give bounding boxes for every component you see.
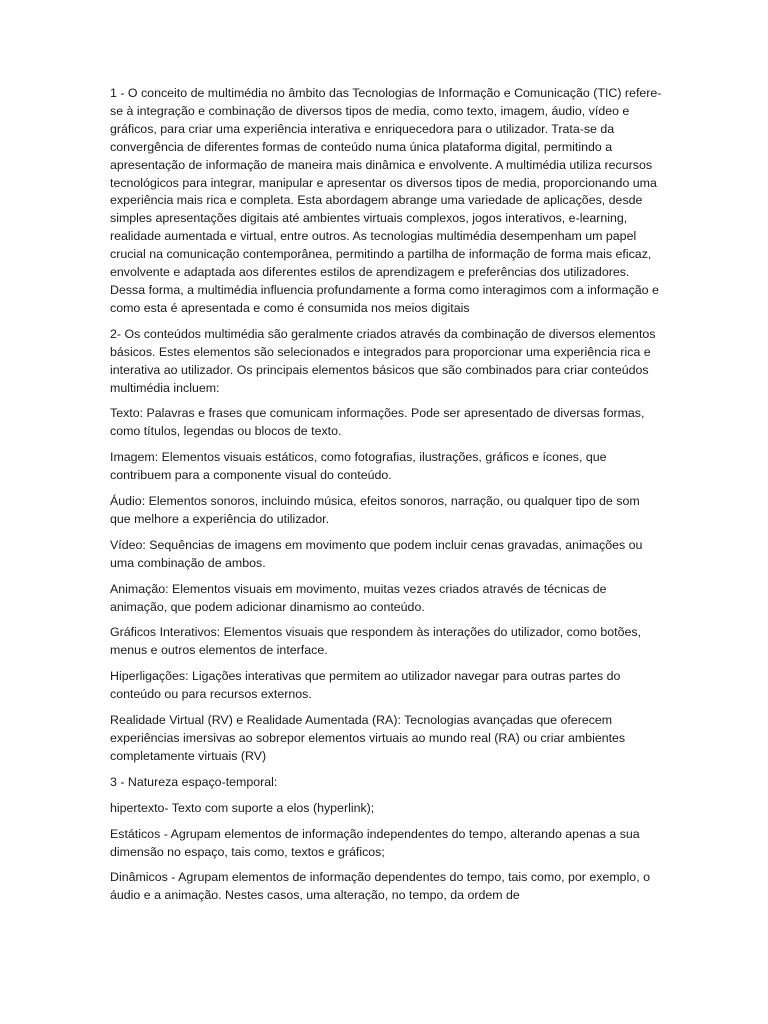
paragraph-spatiotemporal-heading: 3 - Natureza espaço-temporal:	[110, 774, 278, 789]
paragraph-vr-ar: Realidade Virtual (RV) e Realidade Aumentada (RA): Tecnologias avançadas que oferecem experiências imersivas ao sobrepor elementos virtuais ao mundo real (RA) ou criar ambientes completamente virtuais (RV)	[110, 713, 626, 763]
paragraph-image-element: Imagem: Elementos visuais estáticos, como fotografias, ilustrações, gráficos e ícones, que contribuem para a componente visual do conteúdo.	[110, 450, 607, 483]
paragraph-video-element: Vídeo: Sequências de imagens em movimento que podem incluir cenas gravadas, animações ou uma combinação de ambos.	[110, 537, 643, 570]
paragraph-hypertext: hipertexto- Texto com suporte a elos (hyperlink);	[110, 800, 375, 815]
paragraph-text-element: Texto: Palavras e frases que comunicam informações. Pode ser apresentado de diversas formas, como títulos, legendas ou blocos de texto.	[110, 406, 645, 439]
paragraph-hyperlinks: Hiperligações: Ligações interativas que permitem ao utilizador navegar para outras partes do conteúdo ou para recursos externos.	[110, 669, 621, 702]
paragraph-static: Estáticos - Agrupam elementos de informação independentes do tempo, alterando apenas a sua dimensão no espaço, tais como, textos e gráficos;	[110, 826, 640, 859]
paragraph-basic-elements-intro: 2- Os conteúdos multimédia são geralmente criados através da combinação de diversos elementos básicos. Estes elementos são selecionados e integrados para proporcionar uma experiência rica e interativa ao utilizador. Os principais elementos básicos que são combinados para criar conteúdos multimédia incluem:	[110, 326, 656, 395]
paragraph-dynamic: Dinâmicos - Agrupam elementos de informação dependentes do tempo, tais como, por exemplo, o áudio e a animação. Nestes casos, uma alteração, no tempo, da ordem de	[110, 870, 650, 903]
document-body	[110, 85, 662, 913]
paragraph-animation-element: Animação: Elementos visuais em movimento, muitas vezes criados através de técnicas de animação, que podem adicionar dinamismo ao conteúdo.	[110, 581, 607, 614]
paragraph-interactive-graphics: Gráficos Interativos: Elementos visuais que respondem às interações do utilizador, como botões, menus e outros elementos de interface.	[110, 625, 642, 658]
paragraph-audio-element: Áudio: Elementos sonoros, incluindo música, efeitos sonoros, narração, ou qualquer tipo de som que melhore a experiência do utilizador.	[110, 494, 640, 526]
paragraph-multimedia-concept: 1 - O conceito de multimédia no âmbito das Tecnologias de Informação e Comunicação (TIC) refere-se à integração e combinação de diversos tipos de media, como texto, imagem, áudio, vídeo e gráficos, para criar uma experiência interativa e enriquecedora para o utilizador. Trata-se da convergência de diferentes formas de conteúdo numa única plataforma digital, permitindo a apresentação de informação de maneira mais dinâmica e envolvente. A multimédia utiliza recursos tecnológicos para integrar, manipular e apresentar os diversos tipos de media, proporcionando uma experiência mais rica e completa. Esta abordagem abrange uma variedade de aplicações, desde simples apresentações digitais até ambientes virtuais complexos, jogos interativos, e-learning, realidade aumentada e virtual, entre outros. As tecnologias multimédia desempenham um papel crucial na comunicação contemporânea, permitindo a partilha de informação de forma mais eficaz, envolvente e adaptada aos diferentes estilos de aprendizagem e preferências dos utilizadores. Dessa forma, a multimédia influencia profundamente a forma como interagimos com a informação e como esta é apresentada e como é consumida nos meios digitais	[110, 86, 662, 315]
